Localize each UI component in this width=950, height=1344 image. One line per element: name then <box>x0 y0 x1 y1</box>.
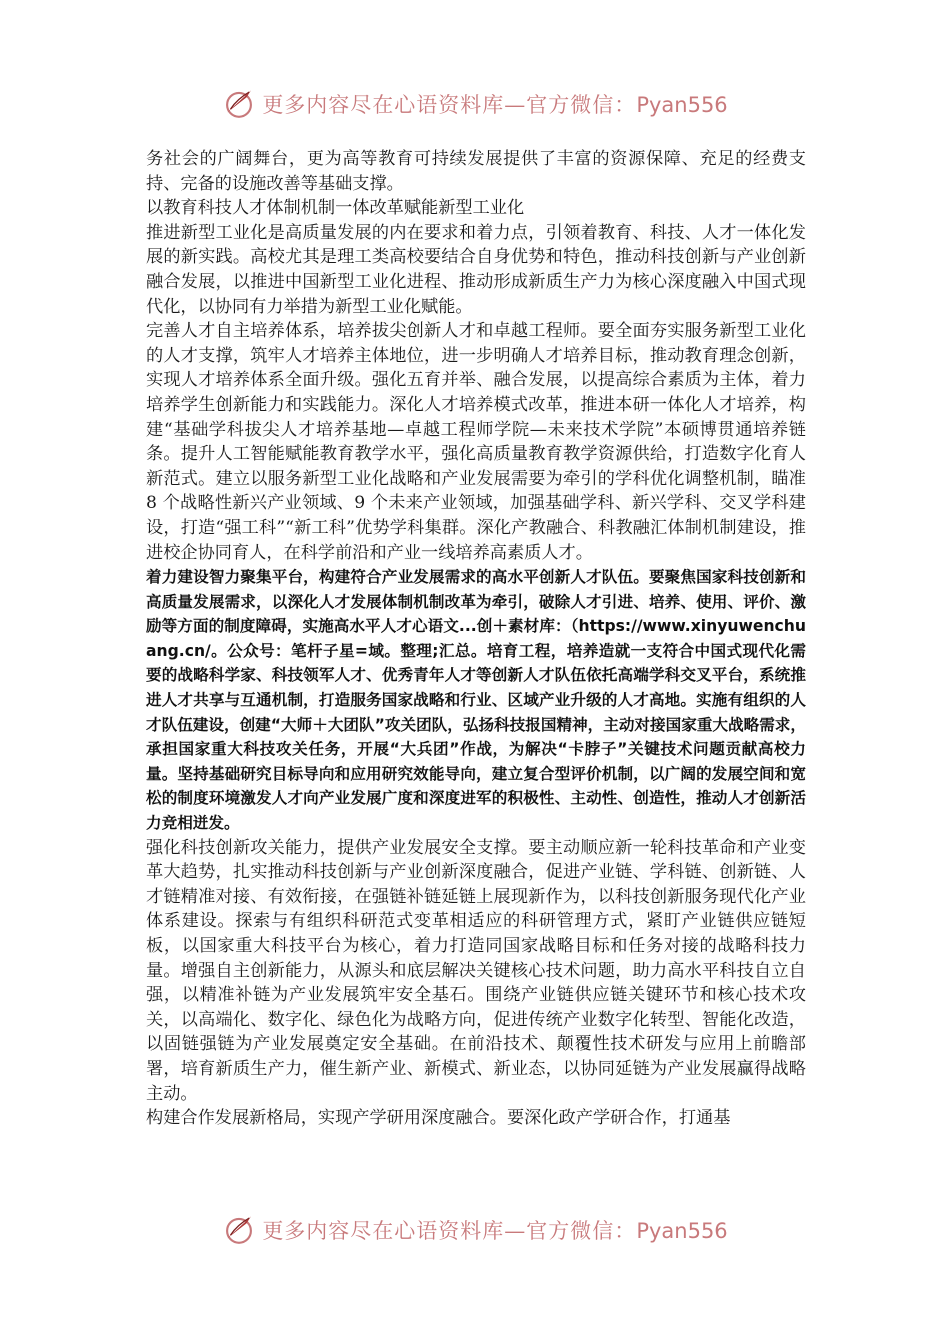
paragraph-tech-innovation: 强化科技创新攻关能力，提供产业发展安全支撑。要主动顺应新一轮科技革命和产业变革大趋势，扎实推动科技创新与产业创新深度融合，促进产业链、学科链、创新链、人才链精准对接、有效衔接，在强链补链延链上展现新作为，以科技创新服务现代化产业体系建设。探索与有组织科研范式变革相适应的科研管理方式，紧盯产业链供应链短板，以国家重大科技平台为核心，着力打造同国家战略目标和任务对接的战略科技力量。增强自主创新能力，从源头和底层解决关键核心技术问题，助力高水平科技自立自强，以精准补链为产业发展筑牢安全基石。围绕产业链供应链关键环节和核心技术攻关，以高端化、数字化、绿色化为战略方向，促进传统产业数字化转型、智能化改造，以固链强链为产业发展奠定安全基础。在前沿技术、颠覆性技术研发与应用上前瞻部署，培育新质生产力，催生新产业、新模式、新业态，以协同延链为产业发展赢得战略主动。 <box>146 837 806 1104</box>
paragraph-talent-cultivation: 完善人才自主培养体系，培养拔尖创新人才和卓越工程师。要全面夯实服务新型工业化的人才支撑，筑牢人才培养主体地位，进一步明确人才培养目标，推动教育理念创新，实现人才培养体系全面升级。强化五育并举、融合发展，以提高综合素质为主体，着力培养学生创新能力和实践能力。深化人才培养模式改革，推进本研一体化人才培养，构建“基础学科拔尖人才培养基地—卓越工程师学院—未来技术学院”本硕博贯通培养链条。提升人工智能赋能教育教学水平，强化高质量教育教学资源供给，打造数字化育人新范式。建立以服务新型工业化战略和产业发展需要为牵引的学科优化调整机制，瞄准 8 个战略性新兴产业领域、9 个未来产业领域，加强基础学科、新兴学科、交叉学科建设，打造“强工科”“新工科”优势学科集群。深化产教融合、科教融汇体制机制建设，推进校企协同育人，在科学前沿和产业一线培养高素质人才。 <box>146 321 806 563</box>
paragraph-cooperation: 构建合作发展新格局，实现产学研用深度融合。要深化政产学研合作，打通基 <box>146 1108 731 1129</box>
paragraph-intro-continuation: 务社会的广阔舞台，更为高等教育可持续发展提供了丰富的资源保障、充足的经费支持、完备的设施改善等基础支撑。 <box>146 149 806 194</box>
paragraph-talent-platform: 着力建设智力聚集平台，构建符合产业发展需求的高水平创新人才队伍。要聚焦国家科技创新和高质量发展需求，以深化人才发展体制机制改革为牵引，破除人才引进、培养、使用、评价、激励等方面的制度障碍，实施高水平人才心语文...创＋素材库：（https://www.xinyuwenchuang.cn/。公众号：笔杆子星=域。整理;汇总。培育工程，培养造就一支符合中国式现代化需要的战略科学家、科技领军人才、优秀青年人才等创新人才队伍依托高端学科交叉平台，系统推进人才共享与互通机制，打造服务国家战略和行业、区域产业升级的人才高地。实施有组织的人才队伍建设，创建“大师＋大团队”攻关团队，弘扬科技报国精神，主动对接国家重大战略需求，承担国家重大科技攻关任务，开展“大兵团”作战，为解决“卡脖子”关键技术问题贡献高校力量。坚持基础研究目标导向和应用研究效能导向，建立复合型评价机制，以广阔的发展空间和宽松的制度环境激发人才向产业发展广度和深度进军的积极性、主动性、创造性，推动人才创新活力竞相迸发。 <box>146 568 806 833</box>
section-heading: 以教育科技人才体制机制一体改革赋能新型工业化 <box>146 198 525 219</box>
paragraph-new-industrialization: 推进新型工业化是高质量发展的内在要求和着力点，引领着教育、科技、人才一体化发展的新实践。高校尤其是理工类高校要结合自身优势和特色，推动科技创新与产业创新融合发展，以推进中国新型工业化进程、推动形成新质生产力为核心深度融入中国式现代化，以协同有力举措为新型工业化赋能。 <box>146 222 806 317</box>
quill-logo-icon <box>222 1213 256 1247</box>
quill-logo-icon <box>222 87 256 121</box>
header-watermark-banner <box>0 84 950 124</box>
article-body <box>146 147 806 1131</box>
banner-text: 更多内容尽在心语资料库—官方微信：Pyan556 <box>262 93 728 117</box>
footer-watermark-banner <box>0 1210 950 1250</box>
banner-text: 更多内容尽在心语资料库—官方微信：Pyan556 <box>262 1219 728 1243</box>
